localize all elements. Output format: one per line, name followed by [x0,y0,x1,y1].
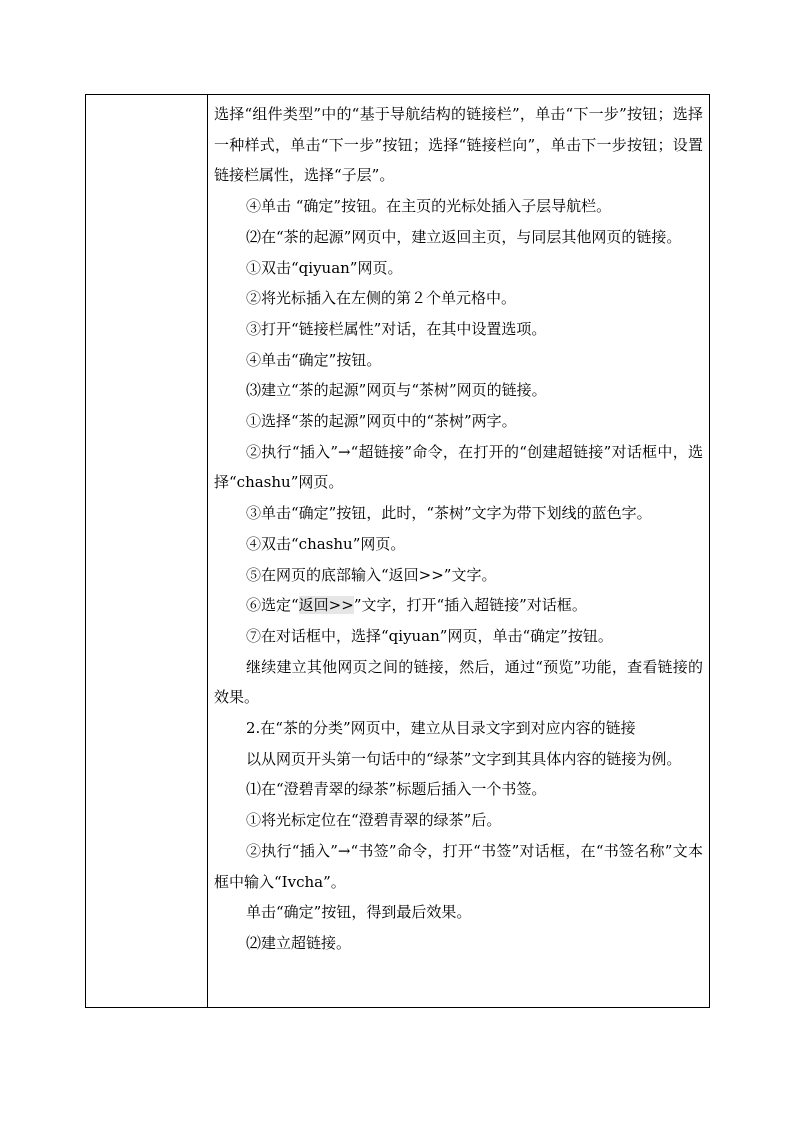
paragraph [214,590,703,621]
paragraph: ⑶建立“茶的起源”网页与“茶树”网页的链接。 [246,381,547,400]
section-heading: 2.在“茶的分类”网页中，建立从目录文字到对应内容的链接 [246,719,636,738]
paragraph-suffix: ”文字，打开“插入超链接”对话框。 [353,596,587,615]
highlighted-text: 返回>> [298,596,354,615]
paragraph: ⑵在“茶的起源”网页中，建立返回主页，与同层其他网页的链接。 [246,227,682,246]
paragraph: ①选择“茶的起源”网页中的“茶树”两字。 [246,412,517,431]
paragraph: 单击“确定”按钮，得到最后效果。 [246,903,472,922]
paragraph: ②执行“插入”→“超链接”命令，在打开的“创建超链接”对话框中，选择“chashu”网页。 [214,442,703,492]
paragraph: ⑵建立超链接。 [246,933,352,952]
paragraph: ①将光标定位在“澄碧青翠的绿茶”后。 [246,811,502,830]
paragraph: ⑴在“澄碧青翠的绿茶”标题后插入一个书签。 [246,780,547,799]
paragraph: ④单击“确定”按钮。 [246,350,382,369]
paragraph: 继续建立其他网页之间的链接，然后，通过“预览”功能，查看链接的效果。 [214,657,703,707]
paragraph: ④单击 “确定”按钮。在主页的光标处插入子层导航栏。 [246,197,612,216]
paragraph: ①双击“qiyuan”网页。 [246,258,403,277]
paragraph: ④双击“chashu”网页。 [246,534,406,553]
paragraph: ②将光标插入在左侧的第２个单元格中。 [246,289,517,308]
paragraph: ③单击“确定”按钮，此时，“茶树”文字为带下划线的蓝色字。 [246,504,652,523]
paragraph: 以从网页开头第一句话中的“绿茶”文字到其具体内容的链接为例。 [246,749,682,768]
content-table [85,94,710,1008]
paragraph-prefix: ⑥选定“ [246,596,299,615]
left-empty-cell [86,95,207,1007]
paragraph: ⑤在网页的底部输入“返回>>”文字。 [246,565,497,584]
paragraph: 选择“组件类型”中的“基于导航结构的链接栏”，单击“下一步”按钮；选择一种样式，单击“下一步”按钮；选择“链接栏向”，单击下一步按钮；设置链接栏属性，选择“子层”。 [214,105,703,185]
right-content-cell [208,95,709,1007]
paragraph: ③打开“链接栏属性”对话，在其中设置选项。 [246,319,547,338]
paragraph: ⑦在对话框中，选择“qiyuan”网页，单击“确定”按钮。 [246,626,613,645]
paragraph: ②执行“插入”→“书签”命令，打开“书签”对话框，在“书签名称”文本框中输入“Ivcha”。 [214,841,703,891]
